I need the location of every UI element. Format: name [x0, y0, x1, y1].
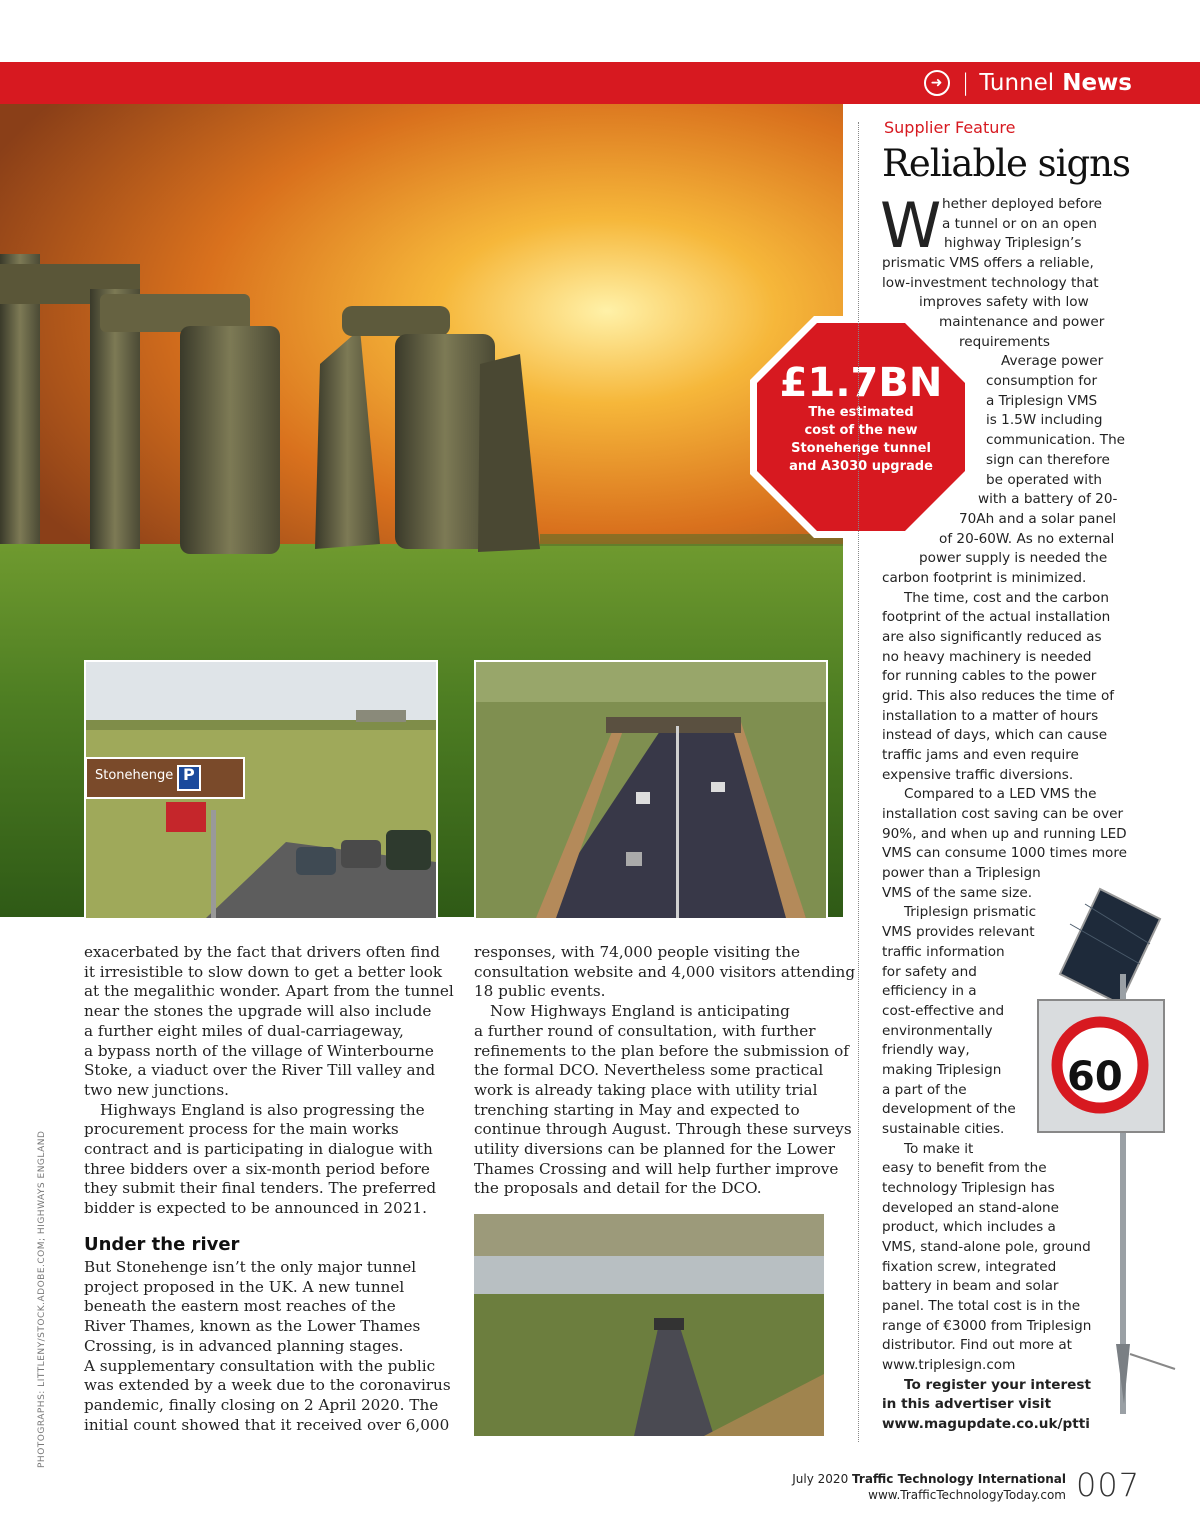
photo-stonehenge-road-sign: [84, 660, 438, 920]
text-line: trenching starting in May and expected to: [474, 1100, 800, 1119]
text-line: was extended by a week due to the coronavirus: [84, 1376, 451, 1395]
page-footer: [792, 1471, 1066, 1503]
text-line: fixation screw, integrated: [882, 1258, 1057, 1275]
text-line: requirements: [959, 333, 1050, 350]
text-line: To register your interest: [904, 1376, 1091, 1393]
text-line: two new junctions.: [84, 1080, 229, 1099]
text-line: Crossing, is in advanced planning stages.: [84, 1336, 404, 1355]
text-line: a further round of consultation, with further: [474, 1021, 816, 1040]
footer-url: www.TrafficTechnologyToday.com: [868, 1488, 1066, 1502]
vms-sign-value: 60: [1067, 1054, 1123, 1100]
cost-figure: £1.7BN: [779, 360, 943, 406]
text-line: work is already taking place with utility trial: [474, 1080, 818, 1099]
text-line: Now Highways England is anticipating: [490, 1002, 790, 1021]
text-line: are also significantly reduced as: [882, 628, 1102, 645]
text-line: environmentally: [882, 1022, 993, 1039]
text-line: traffic jams and even require: [882, 747, 1079, 764]
text-line: developed an stand-alone: [882, 1199, 1059, 1216]
text-line: traffic information: [882, 943, 1005, 960]
text-line: a part of the: [882, 1081, 967, 1098]
text-line: no heavy machinery is needed: [882, 648, 1092, 665]
footer-magazine: Traffic Technology International: [852, 1472, 1066, 1486]
text-line: installation to a matter of hours: [882, 707, 1099, 724]
text-line: a bypass north of the village of Winterbourne: [84, 1041, 434, 1060]
text-line: refinements to the plan before the submission of: [474, 1041, 849, 1060]
section-name: Tunnel: [979, 70, 1055, 96]
text-line: www.triplesign.com: [882, 1357, 1016, 1374]
text-line: a tunnel or on an open: [942, 215, 1097, 232]
text-line: prismatic VMS offers a reliable,: [882, 255, 1094, 272]
divider: |: [961, 70, 970, 96]
text-line: VMS provides relevant: [882, 924, 1035, 941]
text-line: three bidders over a six-month period before: [84, 1159, 430, 1178]
page-number: 007: [1076, 1466, 1141, 1504]
photo-credit: PHOTOGRAPHS: LITTLENY/STOCK.ADOBE.COM; HIGHWAYS ENGLAND: [37, 1130, 47, 1468]
text-line: pandemic, finally closing on 2 April 2020. The: [84, 1395, 439, 1414]
text-line: contract and is participating in dialogue with: [84, 1140, 433, 1158]
subhead-under-the-river: Under the river: [84, 1234, 240, 1255]
text-line: The time, cost and the carbon: [904, 589, 1109, 606]
text-line: continue through August. Through these surveys: [474, 1120, 852, 1139]
text-line: 70Ah and a solar panel: [959, 510, 1117, 527]
sign-label: Stonehenge: [95, 768, 174, 783]
text-line: the proposals and detail for the DCO.: [474, 1179, 762, 1198]
text-line: installation cost saving can be over: [882, 806, 1124, 823]
text-line: technology Triplesign has: [882, 1180, 1055, 1196]
text-line: procurement process for the main works: [84, 1120, 399, 1139]
photo-tunnel-portal-render: [474, 660, 828, 920]
text-line: Thames Crossing and will help further improve: [474, 1159, 839, 1178]
sidebar-title: Reliable signs: [882, 142, 1130, 185]
text-line: a further eight miles of dual-carriageway,: [84, 1021, 404, 1040]
cost-badge: [748, 314, 974, 540]
text-line: utility diversions can be planned for the Lower: [474, 1140, 836, 1158]
text-line: highway Triplesign’s: [944, 235, 1082, 252]
text-line: improves safety with low: [919, 294, 1089, 311]
text-line: cost-effective and: [882, 1002, 1005, 1019]
text-line: VMS can consume 1000 times more: [882, 845, 1127, 862]
text-line: VMS, stand-alone pole, ground: [882, 1239, 1091, 1256]
sidebar-divider: [858, 122, 859, 1442]
text-line: VMS of the same size.: [882, 884, 1033, 901]
text-line: for running cables to the power: [882, 668, 1097, 685]
text-line: be operated with: [986, 471, 1103, 488]
text-line: it irresistible to slow down to get a better look: [84, 962, 443, 981]
text-line: development of the: [882, 1101, 1016, 1118]
text-line: distributor. Find out more at: [882, 1337, 1073, 1354]
text-line: initial count showed that it received over 6,000: [84, 1415, 450, 1434]
text-line: at the megalithic wonder. Apart from the tunnel: [84, 982, 454, 1001]
cost-description: The estimated cost of the new Stonehenge tunnel and A3030 upgrade: [789, 405, 933, 474]
text-line: they submit their final tenders. The preferred: [84, 1179, 437, 1198]
text-line: To make it: [904, 1140, 974, 1157]
text-line: with a battery of 20-: [978, 491, 1118, 508]
text-line: a Triplesign VMS: [986, 392, 1098, 409]
text-line: low-investment technology that: [882, 274, 1099, 291]
text-line: consultation website and 4,000 visitors attending: [474, 962, 856, 981]
text-line: 90%, and when up and running LED: [882, 825, 1127, 842]
text-line: project proposed in the UK. A new tunnel: [84, 1277, 405, 1296]
text-line: footprint of the actual installation: [882, 609, 1111, 626]
text-line: bidder is expected to be announced in 2021.: [84, 1199, 427, 1218]
text-line: power than a Triplesign: [882, 865, 1041, 882]
text-line: communication. The: [986, 432, 1126, 449]
text-line: 18 public events.: [474, 982, 606, 1001]
text-line: maintenance and power: [939, 314, 1105, 331]
text-line: www.magupdate.co.uk/ptti: [882, 1416, 1090, 1433]
text-line: grid. This also reduces the time of: [882, 688, 1115, 704]
text-line: sign can therefore: [986, 451, 1110, 468]
text-line: for safety and: [882, 963, 977, 980]
photo-lower-thames-crossing-render: [474, 1214, 824, 1436]
text-line: responses, with 74,000 people visiting the: [474, 943, 800, 961]
text-line: product, which includes a: [882, 1219, 1056, 1236]
text-line: consumption for: [986, 373, 1098, 390]
text-line: expensive traffic diversions.: [882, 766, 1074, 783]
text-line: instead of days, which can cause: [882, 727, 1108, 744]
sidebar-dropcap: W: [880, 189, 942, 262]
text-line: beneath the eastern most reaches of the: [84, 1297, 396, 1316]
text-line: Average power: [1001, 353, 1104, 370]
text-line: is 1.5W including: [986, 412, 1103, 429]
sidebar-kicker: Supplier Feature: [884, 118, 1016, 137]
text-line: range of €3000 from Triplesign: [882, 1317, 1092, 1334]
text-line: exacerbated by the fact that drivers often find: [84, 943, 440, 961]
text-line: in this advertiser visit: [882, 1396, 1052, 1413]
text-line: carbon footprint is minimized.: [882, 569, 1087, 586]
footer-date: July 2020: [792, 1472, 849, 1486]
text-line: But Stonehenge isn’t the only major tunnel: [84, 1258, 417, 1276]
text-line: sustainable cities.: [882, 1120, 1005, 1137]
text-line: power supply is needed the: [919, 550, 1108, 567]
text-line: Compared to a LED VMS the: [904, 786, 1097, 803]
text-line: Highways England is also progressing the: [100, 1100, 425, 1119]
text-line: battery in beam and solar: [882, 1278, 1059, 1295]
arrow-circle-icon: ➜: [924, 70, 950, 96]
text-line: efficiency in a: [882, 983, 977, 1000]
text-line: panel. The total cost is in the: [882, 1298, 1081, 1315]
text-line: Triplesign prismatic: [904, 904, 1037, 921]
text-line: making Triplesign: [882, 1061, 1002, 1078]
text-line: the formal DCO. Nevertheless some practical: [474, 1061, 824, 1080]
text-line: easy to benefit from the: [882, 1160, 1047, 1177]
sign-parking: P: [183, 765, 195, 784]
section-name-bold: News: [1062, 70, 1132, 96]
text-line: A supplementary consultation with the public: [84, 1356, 436, 1375]
section-label: [924, 62, 1132, 104]
text-line: Stoke, a viaduct over the River Till valley and: [84, 1061, 436, 1080]
text-line: friendly way,: [882, 1042, 970, 1059]
text-line: River Thames, known as the Lower Thames: [84, 1317, 421, 1336]
text-line: of 20-60W. As no external: [939, 530, 1115, 547]
text-line: hether deployed before: [942, 196, 1103, 212]
text-line: near the stones the upgrade will also include: [84, 1002, 432, 1021]
